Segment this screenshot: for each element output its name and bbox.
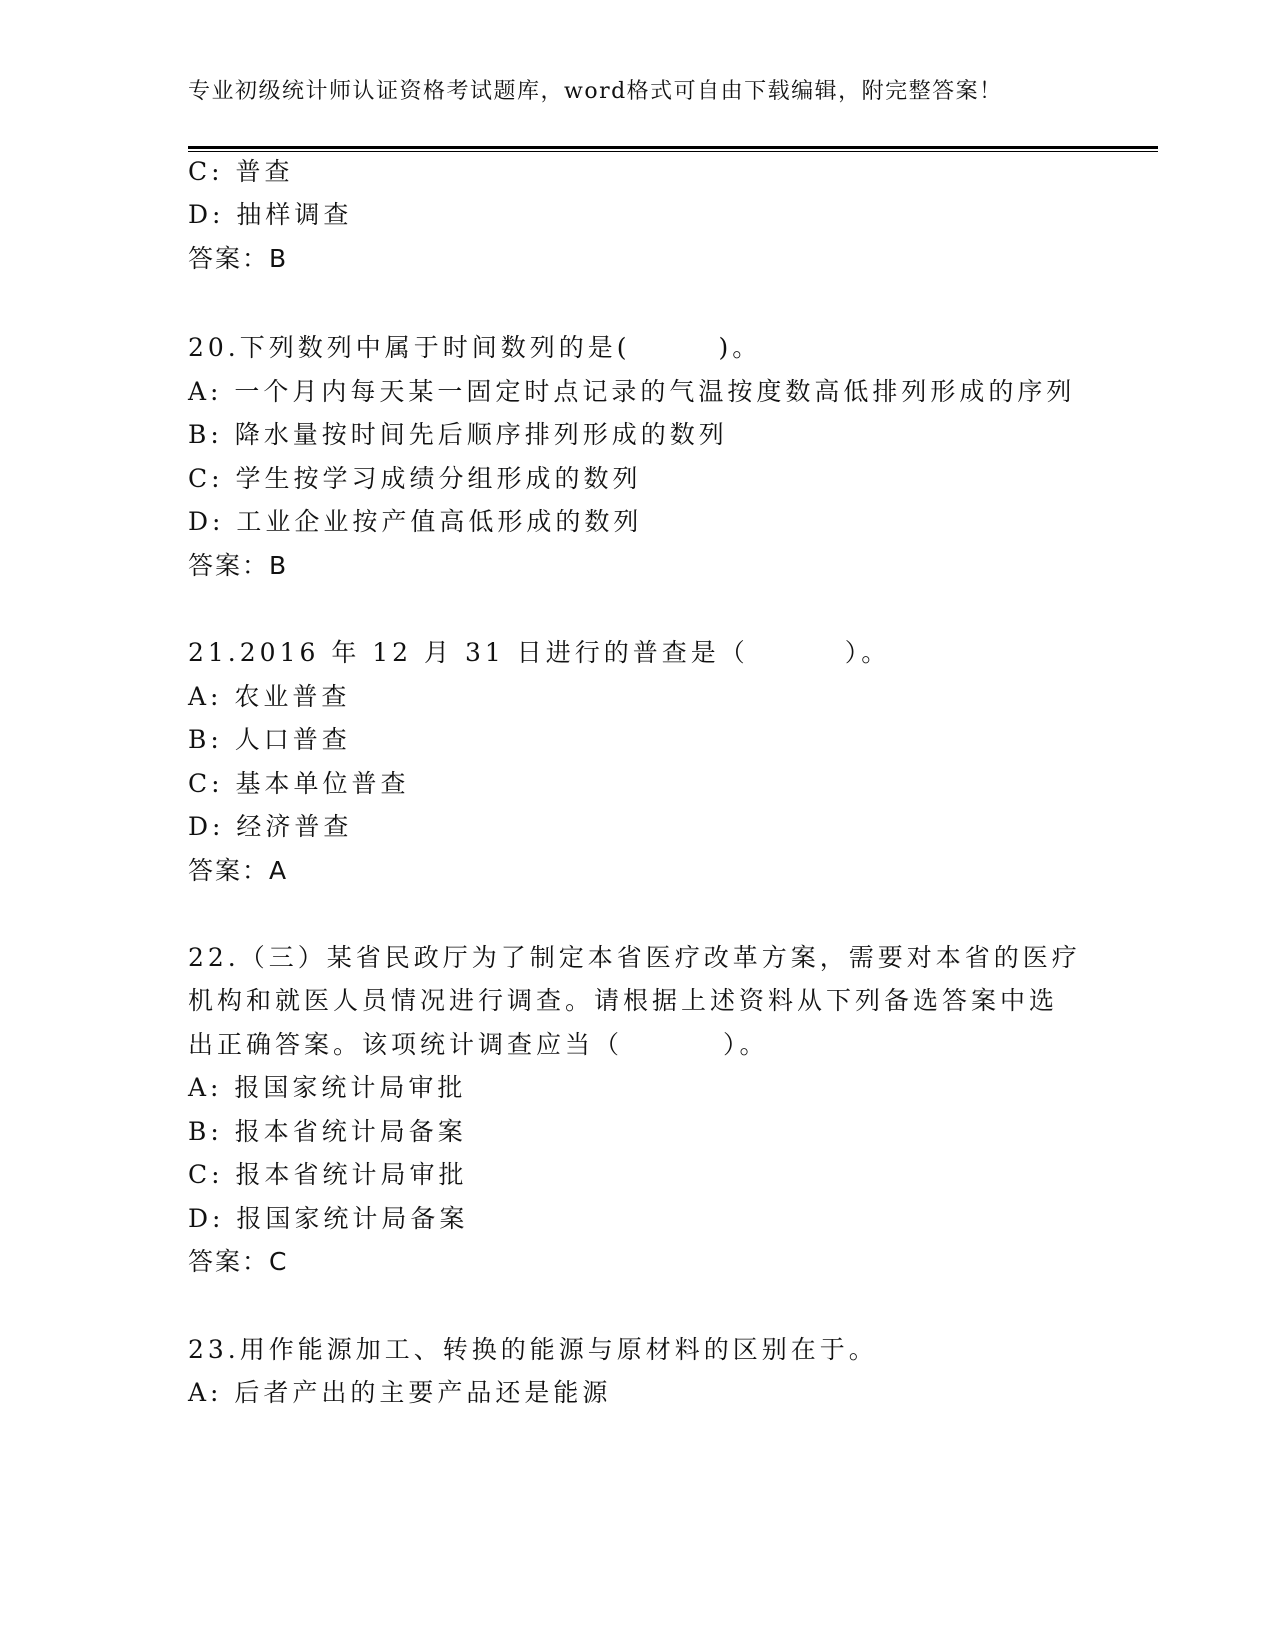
header-rule-thin — [188, 151, 1158, 152]
question-20-stem-start: 20.下列数列中属于时间数列的是( — [188, 333, 631, 362]
question-20-option-a: A: 一个月内每天某一固定时点记录的气温按度数高低排列形成的序列 — [188, 377, 1076, 406]
header-rule-thick — [188, 146, 1158, 149]
question-21-option-d: D: 经济普查 — [188, 812, 353, 841]
question-22-stem-line-1: 22.（三）某省民政厅为了制定本省医疗改革方案，需要对本省的医疗 — [188, 943, 1081, 972]
question-21-option-a: A: 农业普查 — [188, 682, 351, 711]
question-20-option-d: D: 工业企业按产值高低形成的数列 — [188, 507, 643, 536]
question-20-option-b: B: 降水量按时间先后顺序排列形成的数列 — [188, 420, 728, 449]
question-21-stem-start: 21.2016 年 12 月 31 日进行的普查是（ — [188, 638, 749, 667]
question-20-answer: 答案：B — [188, 551, 289, 580]
question-22-option-a: A: 报国家统计局审批 — [188, 1073, 467, 1102]
question-22-answer: 答案：C — [188, 1247, 289, 1276]
option-d: D: 抽样调查 — [188, 200, 353, 229]
question-22-option-d: D: 报国家统计局备案 — [188, 1204, 469, 1233]
question-22-option-c: C: 报本省统计局审批 — [188, 1160, 468, 1189]
question-23-stem: 23.用作能源加工、转换的能源与原材料的区别在于。 — [188, 1335, 878, 1364]
question-22-stem-start: 出正确答案。该项统计调查应当（ — [188, 1030, 624, 1059]
question-21-stem — [188, 638, 890, 668]
question-21-option-c: C: 基本单位普查 — [188, 769, 410, 798]
question-23-option-a: A: 后者产出的主要产品还是能源 — [188, 1378, 612, 1407]
question-20-stem-end: )。 — [718, 333, 762, 362]
question-22-stem-line-2: 机构和就医人员情况进行调查。请根据上述资料从下列备选答案中选 — [188, 986, 1059, 1015]
answer: 答案：B — [188, 244, 289, 273]
option-c: C: 普查 — [188, 157, 294, 186]
page-header: 专业初级统计师认证资格考试题库，word格式可自由下载编辑，附完整答案！ — [188, 79, 1003, 104]
question-21-option-b: B: 人口普查 — [188, 725, 351, 754]
question-21-answer: 答案：A — [188, 856, 289, 885]
question-20-stem — [188, 333, 761, 363]
question-21-stem-end: ）。 — [844, 638, 891, 667]
question-22-stem-end: ）。 — [723, 1030, 769, 1059]
question-20-option-c: C: 学生按学习成绩分组形成的数列 — [188, 464, 642, 493]
question-22-option-b: B: 报本省统计局备案 — [188, 1117, 467, 1146]
question-22-stem-line-3 — [188, 1030, 769, 1060]
